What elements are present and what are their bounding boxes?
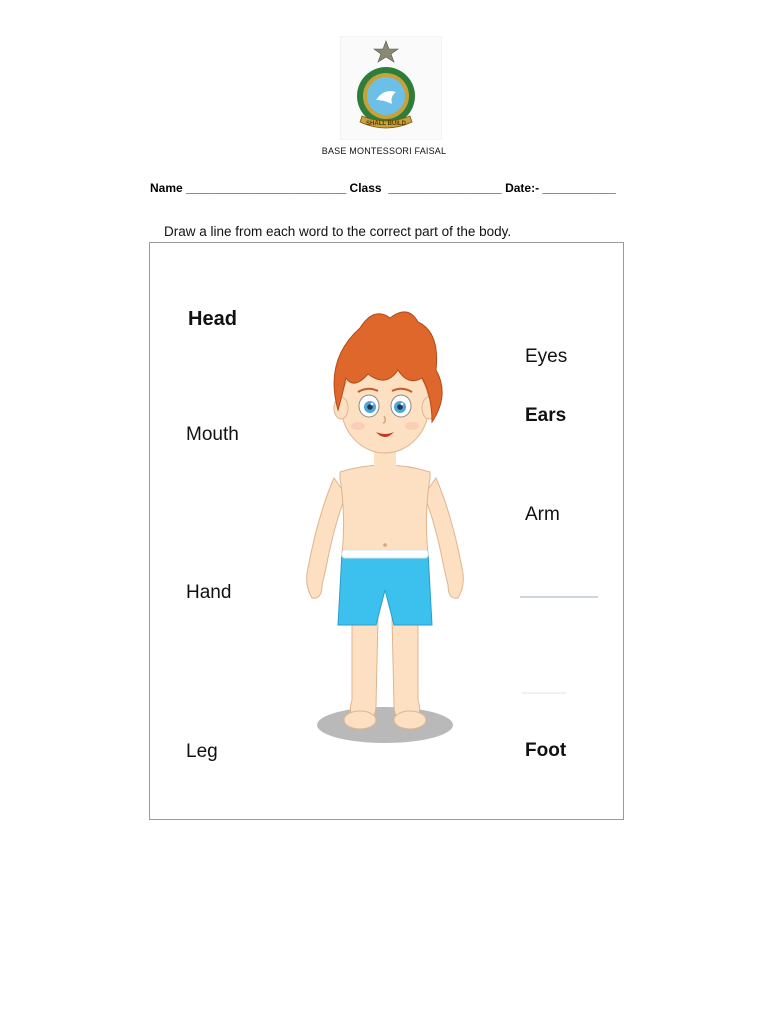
- date-blank[interactable]: ___________: [542, 181, 616, 195]
- date-label: Date:-: [505, 181, 540, 195]
- school-name: BASE MONTESSORI FAISAL: [321, 146, 447, 156]
- word-ears: Ears: [525, 405, 567, 426]
- floor-shadow: [317, 707, 453, 743]
- left-foot: [344, 711, 376, 729]
- erased-mark: [522, 692, 566, 694]
- word-head: Head: [188, 308, 237, 330]
- class-blank[interactable]: _________________: [388, 181, 502, 195]
- logo-ribbon-text: SHALL BUILD: [366, 121, 406, 127]
- word-arm: Arm: [525, 504, 560, 525]
- right-foot: [394, 711, 426, 729]
- word-foot: Foot: [525, 740, 567, 761]
- word-eyes: Eyes: [525, 346, 568, 367]
- boy-illustration: [290, 300, 480, 750]
- name-label: Name: [150, 181, 183, 195]
- word-mouth: Mouth: [186, 424, 239, 445]
- right-leg: [392, 618, 420, 720]
- school-logo: [340, 36, 442, 140]
- word-hand: Hand: [186, 582, 232, 603]
- instruction-text: Draw a line from each word to the correct part of the body.: [164, 224, 512, 239]
- torso: [340, 465, 430, 555]
- word-leg: Leg: [186, 741, 218, 762]
- student-fields: [150, 181, 616, 195]
- name-blank[interactable]: ________________________: [186, 181, 347, 195]
- left-leg: [350, 618, 378, 720]
- class-label: Class: [349, 181, 382, 195]
- shorts: [338, 552, 432, 625]
- erased-mark: [520, 596, 598, 598]
